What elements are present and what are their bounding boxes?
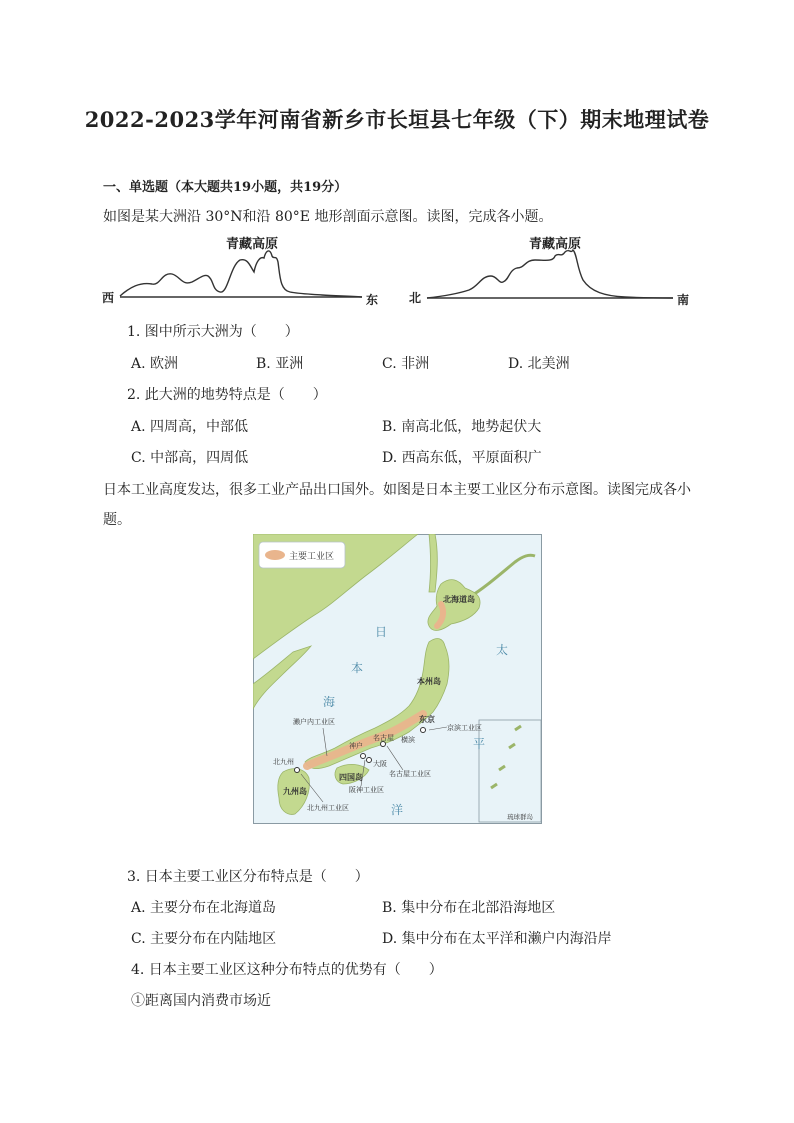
question-3-option-b: B. 集中分布在北部沿海地区 xyxy=(382,900,556,916)
osaka-marker xyxy=(367,758,372,763)
question-2-stem: 2. 此大洲的地势特点是（ ） xyxy=(127,387,327,403)
keihin-zone-label: 京滨工业区 xyxy=(447,724,482,732)
sea-label-ri: 日 xyxy=(375,625,388,639)
japan-industrial-map xyxy=(253,534,542,824)
intro-paragraph-2-line-2: 题。 xyxy=(103,512,131,528)
ocean-label-yang: 洋 xyxy=(391,803,404,817)
hokkaido-label: 北海道岛 xyxy=(443,594,475,604)
peak-label: 青藏高原 xyxy=(529,237,582,252)
ryukyu-inset xyxy=(479,720,541,822)
page-title: 2022-2023学年河南省新乡市长垣县七年级（下）期末地理试卷 xyxy=(84,107,710,132)
question-1-option-b: B. 亚洲 xyxy=(256,356,304,372)
question-2-option-b: B. 南高北低，地势起伏大 xyxy=(382,419,542,435)
question-3-option-c: C. 主要分布在内陆地区 xyxy=(131,931,277,947)
yokohama-marker xyxy=(421,728,426,733)
question-4-item-1: ①距离国内消费市场近 xyxy=(131,993,271,1009)
profile-west-east xyxy=(100,232,385,312)
kobe-label: 神户 xyxy=(349,742,363,750)
question-3-stem: 3. 日本主要工业区分布特点是（ ） xyxy=(127,869,369,885)
tokyo-label: 东京 xyxy=(419,714,435,724)
right-label: 东 xyxy=(366,293,379,307)
question-2-option-d: D. 西高东低，平原面积广 xyxy=(382,450,542,466)
kitakyushu-label: 北九州 xyxy=(273,758,294,766)
nagoya-label: 名古屋 xyxy=(373,734,394,742)
left-label: 西 xyxy=(102,291,115,305)
section-heading: 一、单选题（本大题共19小题，共19分） xyxy=(103,180,348,195)
shikoku-label: 四国岛 xyxy=(339,772,363,782)
kyushu-label: 九州岛 xyxy=(283,786,307,796)
ryukyu-label: 琉球群岛 xyxy=(507,813,533,821)
ocean-label-ping: 平 xyxy=(473,737,486,751)
question-3-option-a: A. 主要分布在北海道岛 xyxy=(131,900,277,916)
question-4-stem: 4. 日本主要工业区这种分布特点的优势有（ ） xyxy=(131,962,443,978)
profile-north-south xyxy=(405,232,695,312)
question-2-option-a: A. 四周高，中部低 xyxy=(131,419,249,435)
question-1-option-a: A. 欧洲 xyxy=(131,356,179,372)
intro-paragraph-2-line-1: 日本工业高度发达，很多工业产品出口国外。如图是日本主要工业区分布示意图。读图完成各小 xyxy=(103,482,691,498)
legend-swatch xyxy=(265,550,285,560)
kitakyushu-marker xyxy=(295,768,300,773)
ocean-label-tai: 太 xyxy=(496,643,509,657)
sea-label-ben: 本 xyxy=(351,661,364,675)
question-1-option-c: C. 非洲 xyxy=(382,356,430,372)
sakhalin-shape xyxy=(429,534,437,592)
terrain-line xyxy=(427,250,673,298)
chukyo-zone-label: 名古屋工业区 xyxy=(389,770,431,778)
question-3-option-d: D. 集中分布在太平洋和濑户内海沿岸 xyxy=(382,931,612,947)
question-2-option-c: C. 中部高，四周低 xyxy=(131,450,249,466)
honshu-label: 本州岛 xyxy=(417,676,441,686)
terrain-line xyxy=(120,251,362,297)
kitakyushu-zone-label: 北九州工业区 xyxy=(307,804,349,812)
question-1-option-d: D. 北美洲 xyxy=(508,356,570,372)
yokohama-label: 横滨 xyxy=(401,736,415,744)
right-label: 南 xyxy=(677,293,690,307)
hanshin-zone-label: 阪神工业区 xyxy=(349,786,384,794)
intro-paragraph-1: 如图是某大洲沿 30°N和沿 80°E 地形剖面示意图。读图，完成各小题。 xyxy=(103,209,553,225)
legend-label: 主要工业区 xyxy=(289,552,335,562)
kobe-marker xyxy=(361,754,366,759)
osaka-label: 大阪 xyxy=(373,760,387,768)
question-1-stem: 1. 图中所示大洲为（ ） xyxy=(127,324,299,340)
sea-label-hai: 海 xyxy=(323,695,336,709)
nagoya-marker xyxy=(381,742,386,747)
left-label: 北 xyxy=(409,291,422,305)
setouchi-zone-label: 濑户内工业区 xyxy=(293,718,335,726)
peak-label: 青藏高原 xyxy=(226,237,279,252)
